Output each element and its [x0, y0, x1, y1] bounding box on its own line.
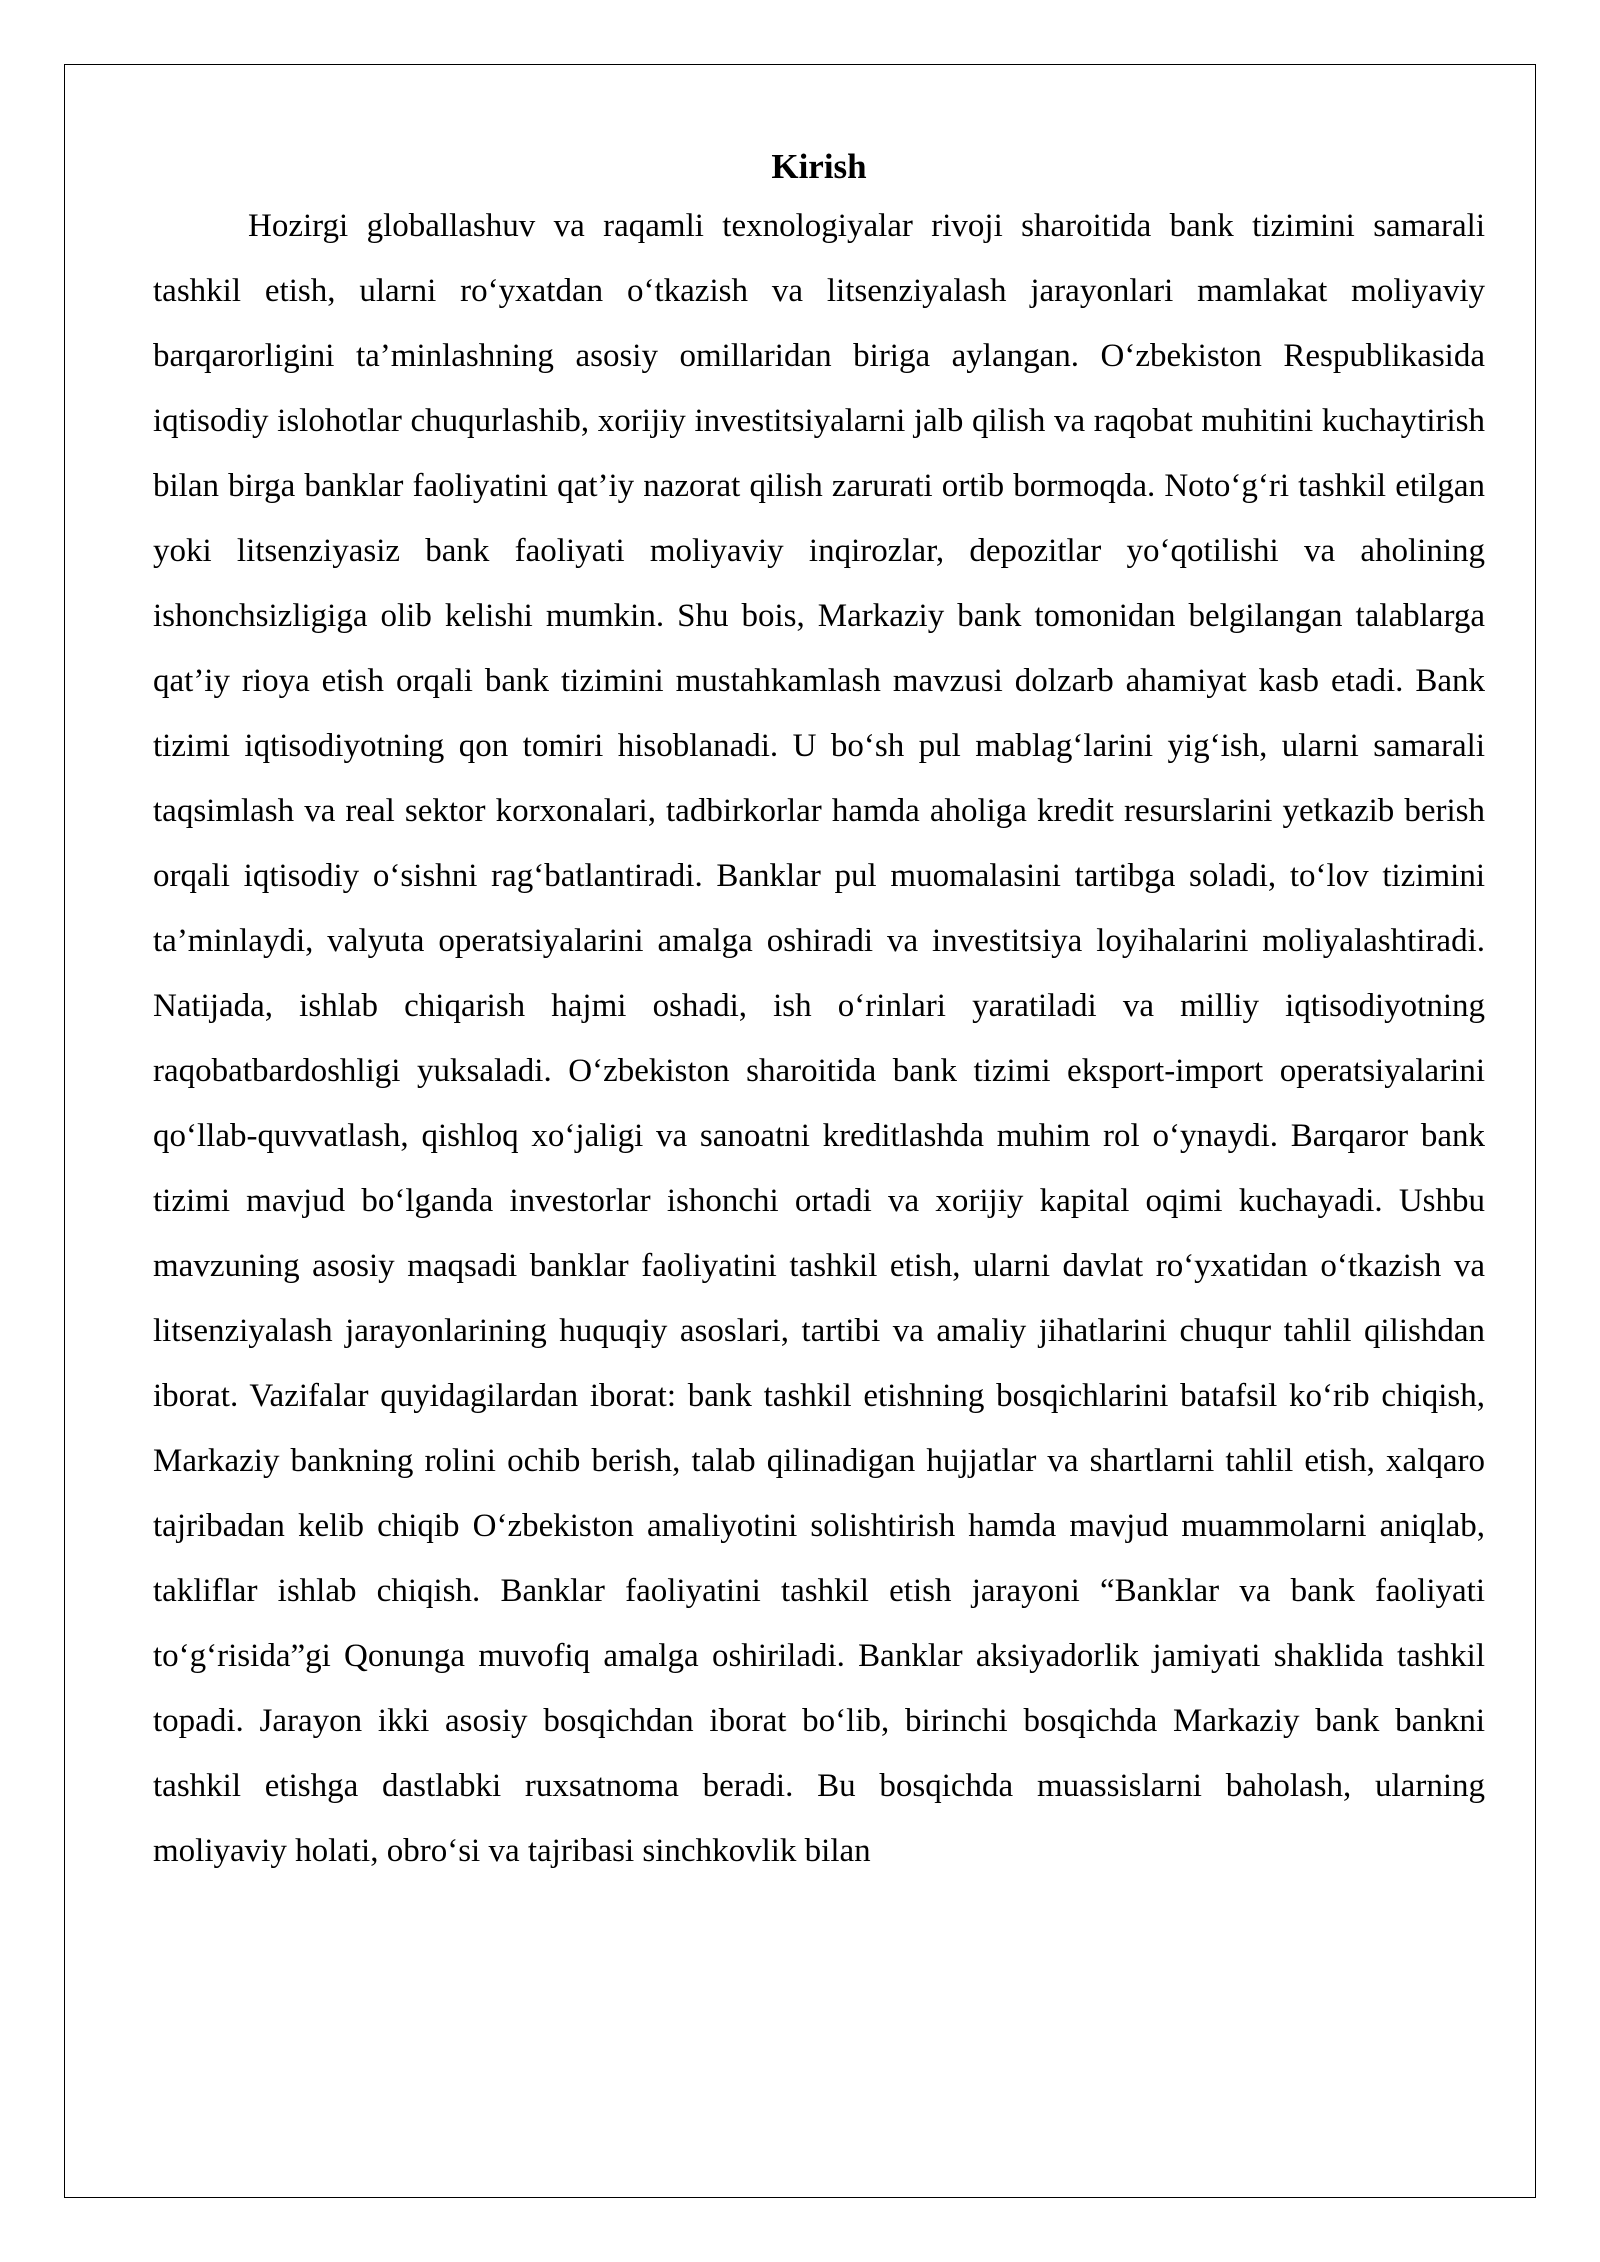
- document-body: [153, 140, 1485, 1884]
- document-paragraph: Hozirgi globallashuv va raqamli texnologiyalar rivoji sharoitida bank tizimini samarali tashkil etish, ularni ro‘yxatdan o‘tkazish va litsenziyalash jarayonlari mamlakat moliyaviy barqarorligini ta’minlashning asosiy omillaridan biriga aylangan. O‘zbekiston Respublikasida iqtisodiy islohotlar chuqurlashib, xorijiy investitsiyalarni jalb qilish va raqobat muhitini kuchaytirish bilan birga banklar faoliyatini qat’iy nazorat qilish zarurati ortib bormoqda. Noto‘g‘ri tashkil etilgan yoki litsenziyasiz bank faoliyati moliyaviy inqirozlar, depozitlar yo‘qotilishi va aholining ishonchsizligiga olib kelishi mumkin. Shu bois, Markaziy bank tomonidan belgilangan talablarga qat’iy rioya etish orqali bank tizimini mustahkamlash mavzusi dolzarb ahamiyat kasb etadi. Bank tizimi iqtisodiyotning qon tomiri hisoblanadi. U bo‘sh pul mablag‘larini yig‘ish, ularni samarali taqsimlash va real sektor korxonalari, tadbirkorlar hamda aholiga kredit resurslarini yetkazib berish orqali iqtisodiy o‘sishni rag‘batlantiradi. Banklar pul muomalasini tartibga soladi, to‘lov tizimini ta’minlaydi, valyuta operatsiyalarini amalga oshiradi va investitsiya loyihalarini moliyalashtiradi. Natijada, ishlab chiqarish hajmi oshadi, ish o‘rinlari yaratiladi va milliy iqtisodiyotning raqobatbardoshligi yuksaladi. O‘zbekiston sharoitida bank tizimi eksport-import operatsiyalarini qo‘llab-quvvatlash, qishloq xo‘jaligi va sanoatni kreditlashda muhim rol o‘ynaydi. Barqaror bank tizimi mavjud bo‘lganda investorlar ishonchi ortadi va xorijiy kapital oqimi kuchayadi. Ushbu mavzuning asosiy maqsadi banklar faoliyatini tashkil etish, ularni davlat ro‘yxatidan o‘tkazish va litsenziyalash jarayonlarining huquqiy asoslari, tartibi va amaliy jihatlarini chuqur tahlil qilishdan iborat. Vazifalar quyidagilardan iborat: bank tashkil etishning bosqichlarini batafsil ko‘rib chiqish, Markaziy bankning rolini ochib berish, talab qilinadigan hujjatlar va shartlarni tahlil etish, xalqaro tajribadan kelib chiqib O‘zbekiston amaliyotini solishtirish hamda mavjud muammolarni aniqlab, takliflar ishlab chiqish. Banklar faoliyatini tashkil etish jarayoni “Banklar va bank faoliyati to‘g‘risida”gi Qonunga muvofiq amalga oshiriladi. Banklar aksiyadorlik jamiyati shaklida tashkil topadi. Jarayon ikki asosiy bosqichdan iborat bo‘lib, birinchi bosqichda Markaziy bank bankni tashkil etishga dastlabki ruxsatnoma beradi. Bu bosqichda muassislarni baholash, ularning moliyaviy holati, obro‘si va tajribasi sinchkovlik bilan: [153, 208, 1485, 1869]
- document-title: Kirish: [771, 147, 867, 186]
